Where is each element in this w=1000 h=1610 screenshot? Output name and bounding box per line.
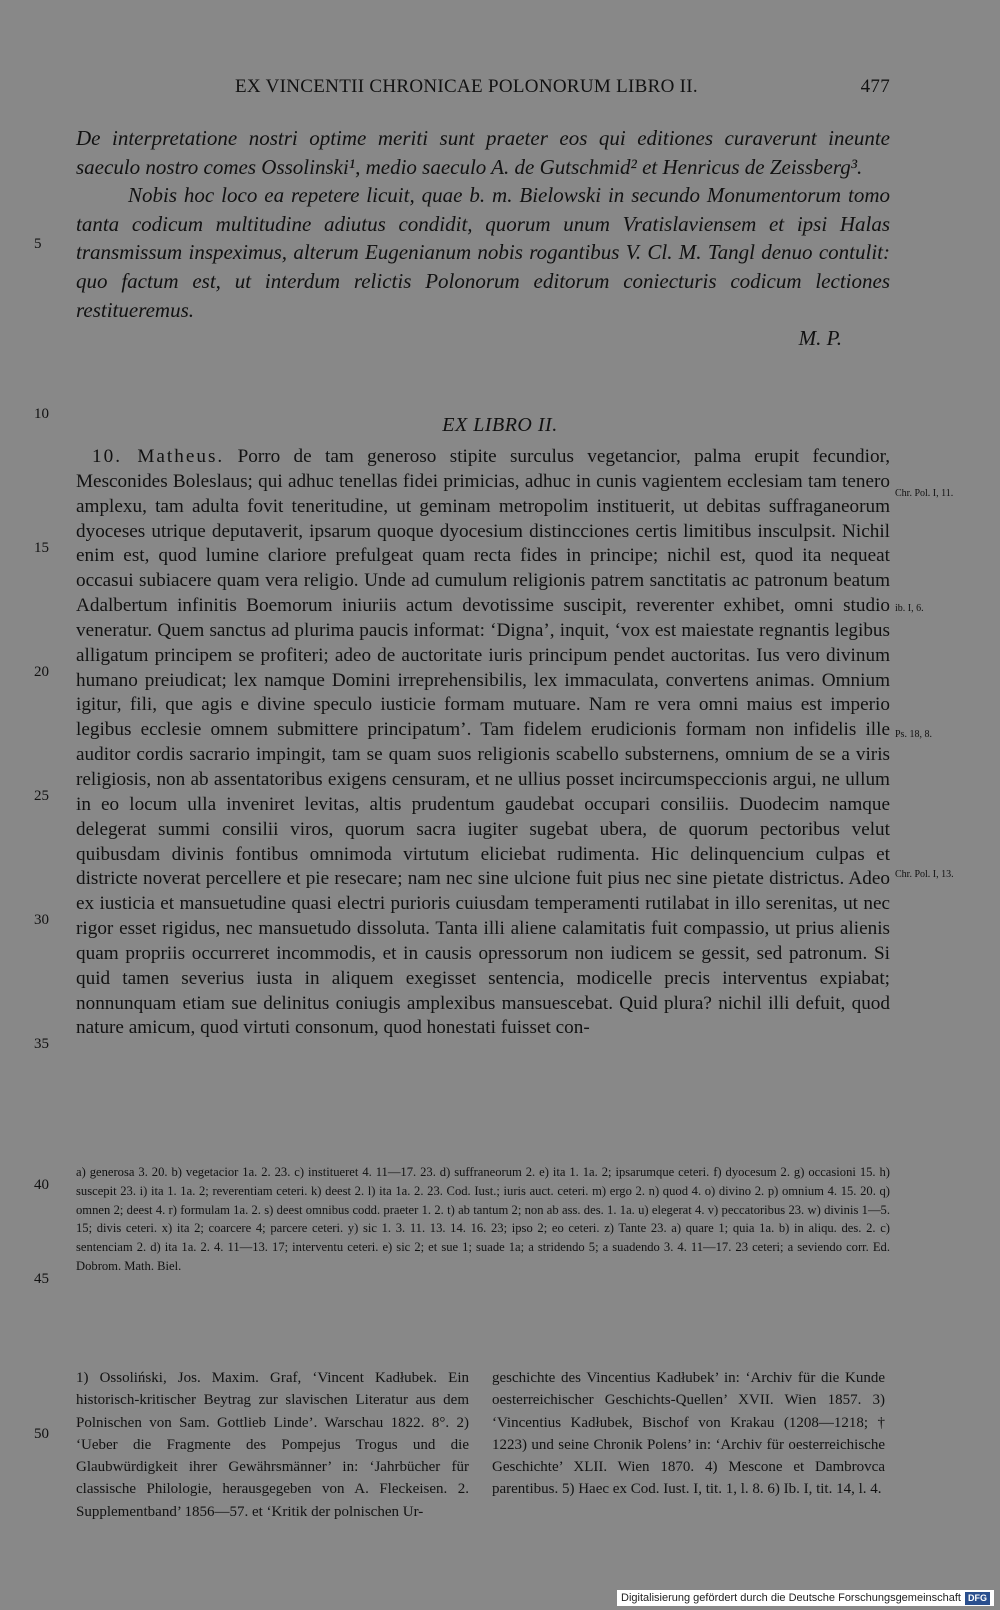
apparatus-notes: a) generosa 3. 20. b) vegetacior 1a. 2. 23. c) institueret 4. 11—17. 23. d) suffraneorum 2. e) ita 1. 1a. 2; ipsarumque ceteri. f) dyocesum 2. g) occasioni 15. h) suscepit 23. i) ita 1. 1a. 2; reverentiam ceteri. k) deest 2. l) ita 1a. 2. 23. Cod. Iust.; iuris auct. ceteri. m) ergo 2. n) quod 4. o) divino 2. p) omnium 4. 15. 20. q) omnen 2; deest 4. r) formulam 1a. 2. s) deest omnibus codd. praeter 1. 2. t) ab tantum 2; non ab ass. des. 1. 1a. u) elegerat 4. v) peccatoribus 23. w) divinis 1—5. 15; divis ceteri. x) ita 2; coarcere 4; parcere ceteri. y) sic 1. 3. 11. 13. 14. 16. 23; ipso 2; eo ceteri. z) Tante 23. a) quare 1; quia 1a. b) in aliqu. des. 2. c) sentenciam 2. d) ita 1a. 2. 4. 11—13. 17; interventu ceteri. e) sic 2; et sue 1; suade 1a; a stridendo 5; a suadendo 3. 4. 11—17. 23 ceteri; a seviendo corr. Ed. Dobrom. Math. Biel. (76, 1165, 890, 1273)
line-number: 15 (34, 540, 49, 556)
margin-reference: Chr. Pol. I, 11. (895, 488, 954, 499)
footnotes-left-column: 1) Ossoliński, Jos. Maxim. Graf, ‘Vincent Kadłubek. Ein historisch-kritischer Beytrag zur slavischen Literatur aus dem Polnischen von Sam. Gottlieb Linde’. Warschau 1822. 8°. 2) ‘Ueber die Fragmente des Pompejus Trogus und die Glaubwürdigkeit ihrer Gewährsmänner’ in: ‘Jahrbücher für classische Philologie, herausgegeben von A. Fleckeisen. 2. Supplementband’ 1856—57. et ‘Kritik der polnischen Ur- (76, 1370, 469, 1520)
margin-reference: ib. I, 6. (895, 603, 924, 614)
chapter-10-paragraph (76, 445, 890, 1041)
margin-reference: Chr. Pol. I, 13. (895, 869, 954, 880)
section-title: EX LIBRO II. (442, 414, 558, 436)
digitization-credit (617, 1590, 994, 1606)
credit-text: Digitalisierung gefördert durch die Deutsche Forschungsgemeinschaft (621, 1592, 961, 1604)
line-number: 50 (34, 1426, 49, 1442)
footnotes-right-column: geschichte des Vincentius Kadłubek’ in: ‘Archiv für die Kunde oesterreichischer Geschichts-Quellen’ XVII. Wien 1857. 3) ‘Vincentius Kadłubek, Bischof von Krakau (1208—1218; † 1223) und seine Chronik Polens’ in: ‘Archiv für oesterreichische Geschichte’ XLII. Wien 1870. 4) Mescone et Dambrovca parentibus. 5) Haec ex Cod. Iust. I, tit. 1, l. 8. 6) Ib. I, tit. 14, l. 4. (492, 1370, 885, 1498)
line-number: 40 (34, 1177, 49, 1193)
running-header (60, 76, 890, 108)
critical-apparatus (76, 1163, 890, 1276)
margin-reference: Ps. 18, 8. (895, 729, 932, 740)
editorial-introduction (76, 124, 890, 353)
line-number: 25 (34, 788, 49, 804)
line-number: 5 (34, 236, 42, 252)
intro-paragraph-2: Nobis hoc loco ea repetere licuit, quae b. m. Bielowski in secundo Monumentorum tomo tanta codicum multitudine adiutus condidit, quorum unum Vratislaviensem et ipsi Halas transmissum inspeximus, alterum Eugenianum nobis rogantibus V. Cl. M. Tangl denuo contulit: quo factum est, ut interdum relictis Polonorum editorum coniecturis codicum lectiones restitueremus. (76, 183, 890, 322)
dfg-logo-icon: DFG (965, 1592, 990, 1605)
line-number: 45 (34, 1271, 49, 1287)
editor-signature: M. P. (798, 326, 842, 351)
line-number: 35 (34, 1036, 49, 1052)
chapter-heading: 10. Matheus. (92, 446, 225, 467)
line-number: 10 (34, 406, 49, 422)
page-number: 477 (860, 76, 890, 97)
intro-paragraph-1: De interpretatione nostri optime meriti sunt praeter eos qui editiones curaverunt ineunte saeculo nostro comes Ossolinski¹, medio saeculo A. de Gutschmid² et Henricus de Zeissberg³. (76, 126, 890, 179)
line-number: 30 (34, 912, 49, 928)
running-title: EX VINCENTII CHRONICAE POLONORUM LIBRO II. (235, 76, 698, 97)
main-text (76, 445, 890, 1041)
chapter-body: Porro de tam generoso stipite surculus vegetancior, palma erupit fecundior, Mesconides Boleslaus; qui adhuc tenellas fidei primicias, adhuc in cunis vagientem ecclesiam tam tenero amplexu, tam adulta fovit teneritudine, ut geminam metropolim instituerit, ut debitas suffraganeorum dyoceses utrique deputaverit, ipsarum quoque dyocesium distincciones certis limitibus insculpsit. Nichil enim est, quod lumine clariore prefulgeat quam recta fides in principe; nichil est, quod ita nequeat occasui subiacere quam vera religio. Unde ad cumulum religionis patrem sanctitatis ac patronum beatum Adalbertum infinitis Boemorum iniuriis actum devotissime suscipit, reverenter exhibet, omni studio veneratur. Quem sanctus ad plurima paucis informat: ‘Digna’, inquit, ‘vox est maiestate regnantis legibus alligatum principem se profiteri; adeo de auctoritate iuris principum pendet auctoritas. Ius vero divinum humano preiudicat; lex namque Domini irreprehensibilis, lex immaculata, convertens animas. Omnium igitur, fili, que agis e divine speculo iusticie formam mutuare. Nam re vera omni maius est imperio legibus ecclesie omnem submittere principatum’. Tam fidelem erudicionis formam non infidelis ille auditor cordis sacrario impingit, tam se quam suos religionis scabello substernens, omnium de se a viris religiosis, non ab assentatoribus exigens censuram, et ne ullius posset incircumspeccionis argui, ne ullum in eo locum ulla inveniret levitas, altis prudentum gaudebat occupari consiliis. Duodecim namque delegerat summi consilii viros, quorum sacra iugiter sugebat ubera, de quorum pectoribus velut quibusdam divinis fontibus omnimoda virtutum eliciebat rudimenta. Hic delinquencium culpas et districte noverat percellere et pie resecare; nam nec sine ulcione fuit pius nec sine pietate districtus. Adeo ex iusticia et mansuetudine quasi electri purioris cuiusdam temperamenti rutilabat in illo serenitas, ut nec rigor esset rigidus, nec mansuetudo dissoluta. Tanta illi aliene calamitatis fuit compassio, ut prius alienis quam propriis occurreret incommodis, et in causis opressorum non iudicem se gessit, sed patronum. Si quid tamen severius iusta in aliquem exegisset sentencia, modicelle precis interventus expiabat; nonnunquam etiam sue delinitus coniugis amplexibus mansuescebat. Quid plura? nichil illi defuit, quod nature amicum, quod virtuti consonum, quod honestati fuisset con- (76, 446, 890, 1039)
line-number: 20 (34, 664, 49, 680)
